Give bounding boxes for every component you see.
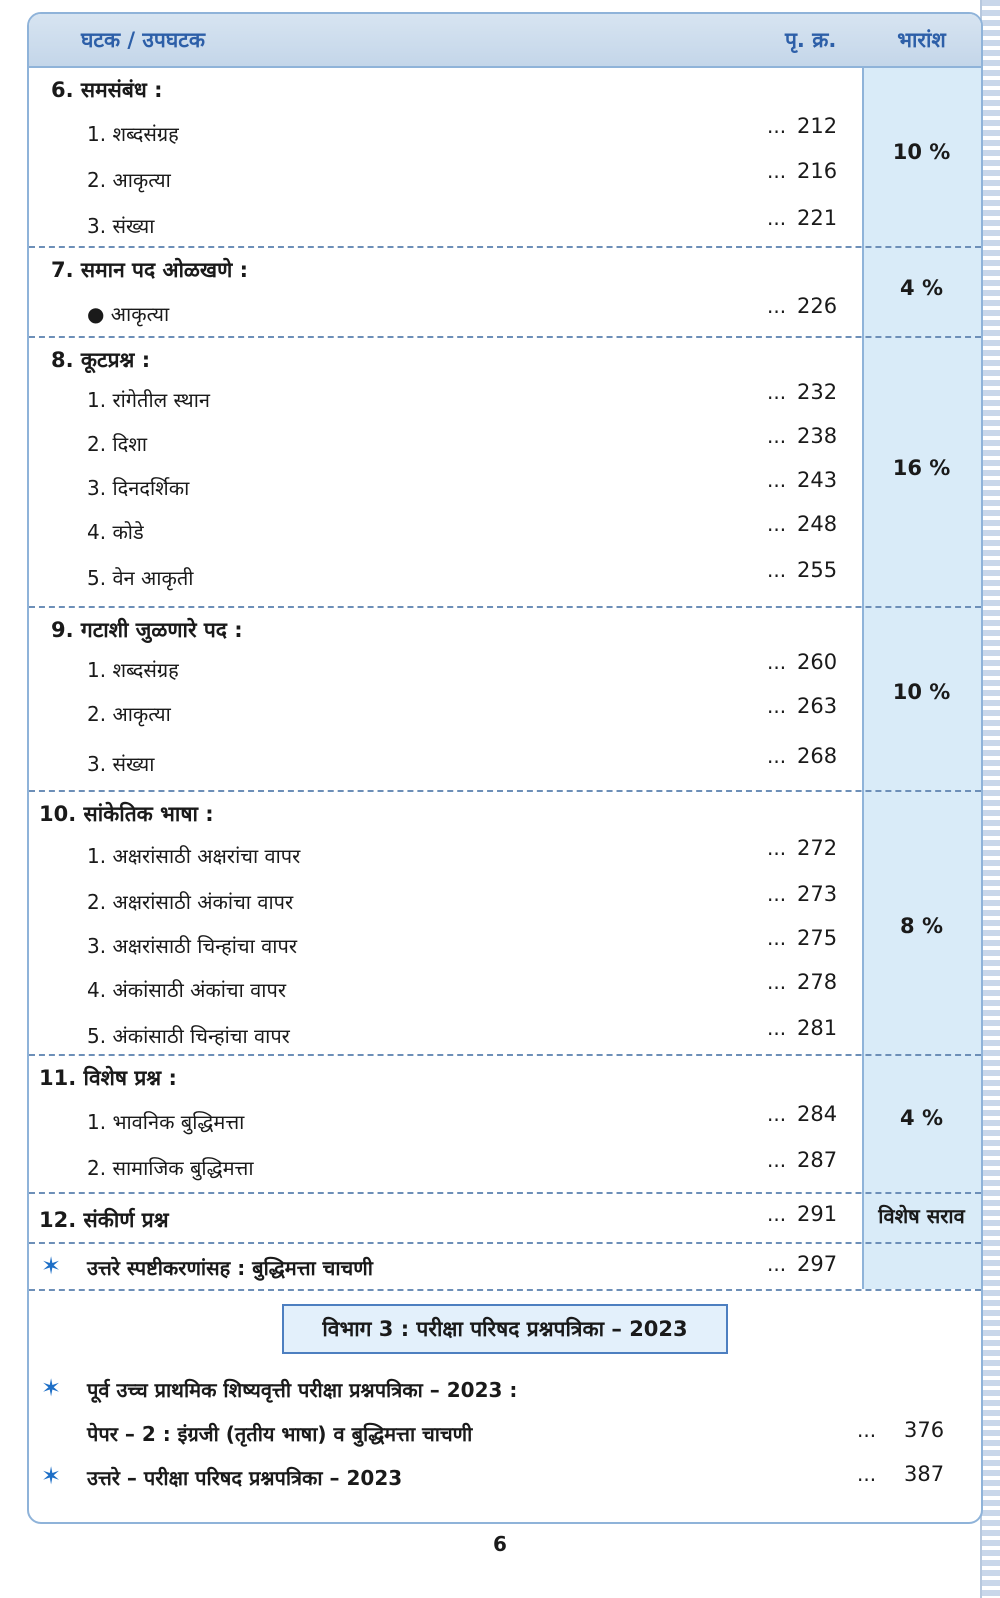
item-label: ● आकृत्या xyxy=(87,302,170,326)
leader-dots: ... xyxy=(767,694,787,718)
part3-title-box: विभाग 3 : परीक्षा परिषद प्रश्नपत्रिका – 2023 xyxy=(282,1304,728,1354)
leader-dots: ... xyxy=(767,926,787,950)
leader-dots: ... xyxy=(857,1462,877,1486)
divider xyxy=(29,336,981,338)
section-weight: विशेष सराव xyxy=(878,1204,965,1228)
leader-dots: ... xyxy=(767,468,787,492)
item-page: 275 xyxy=(797,926,838,950)
paper-heading: पूर्व उच्च प्राथमिक शिष्यवृत्ती परीक्षा प्रश्नपत्रिका – 2023 : xyxy=(87,1378,518,1402)
divider xyxy=(29,1242,981,1244)
item-label: 2. सामाजिक बुद्धिमत्ता xyxy=(87,1156,254,1180)
item-page: 281 xyxy=(797,1016,838,1040)
answers-label: उत्तरे स्पष्टीकरणांसह : बुद्धिमत्ता चाचणी xyxy=(87,1256,373,1280)
leader-dots: ... xyxy=(767,424,787,448)
star-icon: ✶ xyxy=(41,1462,62,1490)
item-label: 3. संख्या xyxy=(87,214,155,238)
leader-dots: ... xyxy=(767,650,787,674)
item-page: 287 xyxy=(797,1148,838,1172)
leader-dots: ... xyxy=(767,744,787,768)
star-icon: ✶ xyxy=(41,1374,62,1402)
table-header xyxy=(29,14,981,68)
item-label: 3. अक्षरांसाठी चिन्हांचा वापर xyxy=(87,934,298,958)
item-page: 243 xyxy=(797,468,838,492)
section-title: 12. संकीर्ण प्रश्न xyxy=(39,1208,169,1232)
section-title: 8. कूटप्रश्न : xyxy=(51,348,151,372)
item-label: 3. संख्या xyxy=(87,752,155,776)
item-label: 4. अंकांसाठी अंकांचा वापर xyxy=(87,978,287,1002)
section-weight: 4 % xyxy=(900,276,943,300)
item-page: 255 xyxy=(797,558,838,582)
leader-dots: ... xyxy=(767,159,787,183)
page-number: 6 xyxy=(493,1532,507,1556)
paper2-page: 376 xyxy=(904,1418,945,1442)
leader-dots: ... xyxy=(767,1016,787,1040)
item-label: 1. भावनिक बुद्धिमत्ता xyxy=(87,1110,245,1134)
divider xyxy=(29,1054,981,1056)
item-label: 1. अक्षरांसाठी अक्षरांचा वापर xyxy=(87,844,301,868)
item-page: 278 xyxy=(797,970,838,994)
divider xyxy=(29,1192,981,1194)
section-title: 7. समान पद ओळखणे : xyxy=(51,258,248,282)
item-page: 268 xyxy=(797,744,838,768)
leader-dots: ... xyxy=(767,512,787,536)
item-page: 284 xyxy=(797,1102,838,1126)
section-weight: 10 % xyxy=(892,680,951,704)
divider xyxy=(29,1289,981,1291)
item-page: 260 xyxy=(797,650,838,674)
leader-dots: ... xyxy=(767,294,787,318)
star-icon: ✶ xyxy=(41,1252,62,1280)
leader-dots: ... xyxy=(767,836,787,860)
leader-dots: ... xyxy=(767,380,787,404)
item-page: 232 xyxy=(797,380,838,404)
section-title: 11. विशेष प्रश्न : xyxy=(39,1066,177,1090)
leader-dots: ... xyxy=(767,1148,787,1172)
item-page: 212 xyxy=(797,114,838,138)
paper2-label: पेपर – 2 : इंग्रजी (तृतीय भाषा) व बुद्धिमत्ता चाचणी xyxy=(87,1422,473,1446)
section-weight: 8 % xyxy=(900,914,943,938)
item-label: 5. वेन आकृती xyxy=(87,566,194,590)
item-label: 1. शब्दसंग्रह xyxy=(87,658,179,682)
item-page: 263 xyxy=(797,694,838,718)
leader-dots: ... xyxy=(767,114,787,138)
header-weight: भारांश xyxy=(897,28,946,52)
leader-dots: ... xyxy=(767,1102,787,1126)
section-title: 10. सांकेतिक भाषा : xyxy=(39,802,214,826)
item-page: 291 xyxy=(797,1202,838,1226)
item-label: 5. अंकांसाठी चिन्हांचा वापर xyxy=(87,1024,290,1048)
item-page: 273 xyxy=(797,882,838,906)
weight-column xyxy=(862,14,983,1289)
contents-table xyxy=(27,12,983,1524)
part3-answers-label: उत्तरे – परीक्षा परिषद प्रश्नपत्रिका – 2023 xyxy=(87,1466,403,1490)
leader-dots: ... xyxy=(767,1252,787,1276)
section-weight: 4 % xyxy=(900,1106,943,1130)
section-weight: 10 % xyxy=(892,140,951,164)
header-page: पृ. क्र. xyxy=(785,28,837,52)
item-page: 248 xyxy=(797,512,838,536)
leader-dots: ... xyxy=(857,1418,877,1442)
item-label: 2. दिशा xyxy=(87,432,148,456)
item-page: 238 xyxy=(797,424,838,448)
section-title: 9. गटाशी जुळणारे पद : xyxy=(51,618,243,642)
leader-dots: ... xyxy=(767,558,787,582)
item-label: 1. शब्दसंग्रह xyxy=(87,122,179,146)
divider xyxy=(29,606,981,608)
leader-dots: ... xyxy=(767,970,787,994)
item-page: 272 xyxy=(797,836,838,860)
item-label: 2. अक्षरांसाठी अंकांचा वापर xyxy=(87,890,294,914)
item-page: 226 xyxy=(797,294,838,318)
section-weight: 16 % xyxy=(892,456,951,480)
header-topic: घटक / उपघटक xyxy=(81,28,205,52)
answers-page: 297 xyxy=(797,1252,838,1276)
item-label: 2. आकृत्या xyxy=(87,702,171,726)
section-title: 6. समसंबंध : xyxy=(51,78,163,102)
item-page: 216 xyxy=(797,159,838,183)
item-page: 221 xyxy=(797,206,838,230)
item-label: 2. आकृत्या xyxy=(87,168,171,192)
spiral-binding xyxy=(980,0,1000,1598)
leader-dots: ... xyxy=(767,882,787,906)
item-label: 4. कोडे xyxy=(87,520,144,544)
item-label: 3. दिनदर्शिका xyxy=(87,476,190,500)
leader-dots: ... xyxy=(767,1202,787,1226)
divider xyxy=(29,790,981,792)
part3-answers-page: 387 xyxy=(904,1462,945,1486)
divider xyxy=(29,246,981,248)
item-label: 1. रांगेतील स्थान xyxy=(87,388,210,412)
leader-dots: ... xyxy=(767,206,787,230)
